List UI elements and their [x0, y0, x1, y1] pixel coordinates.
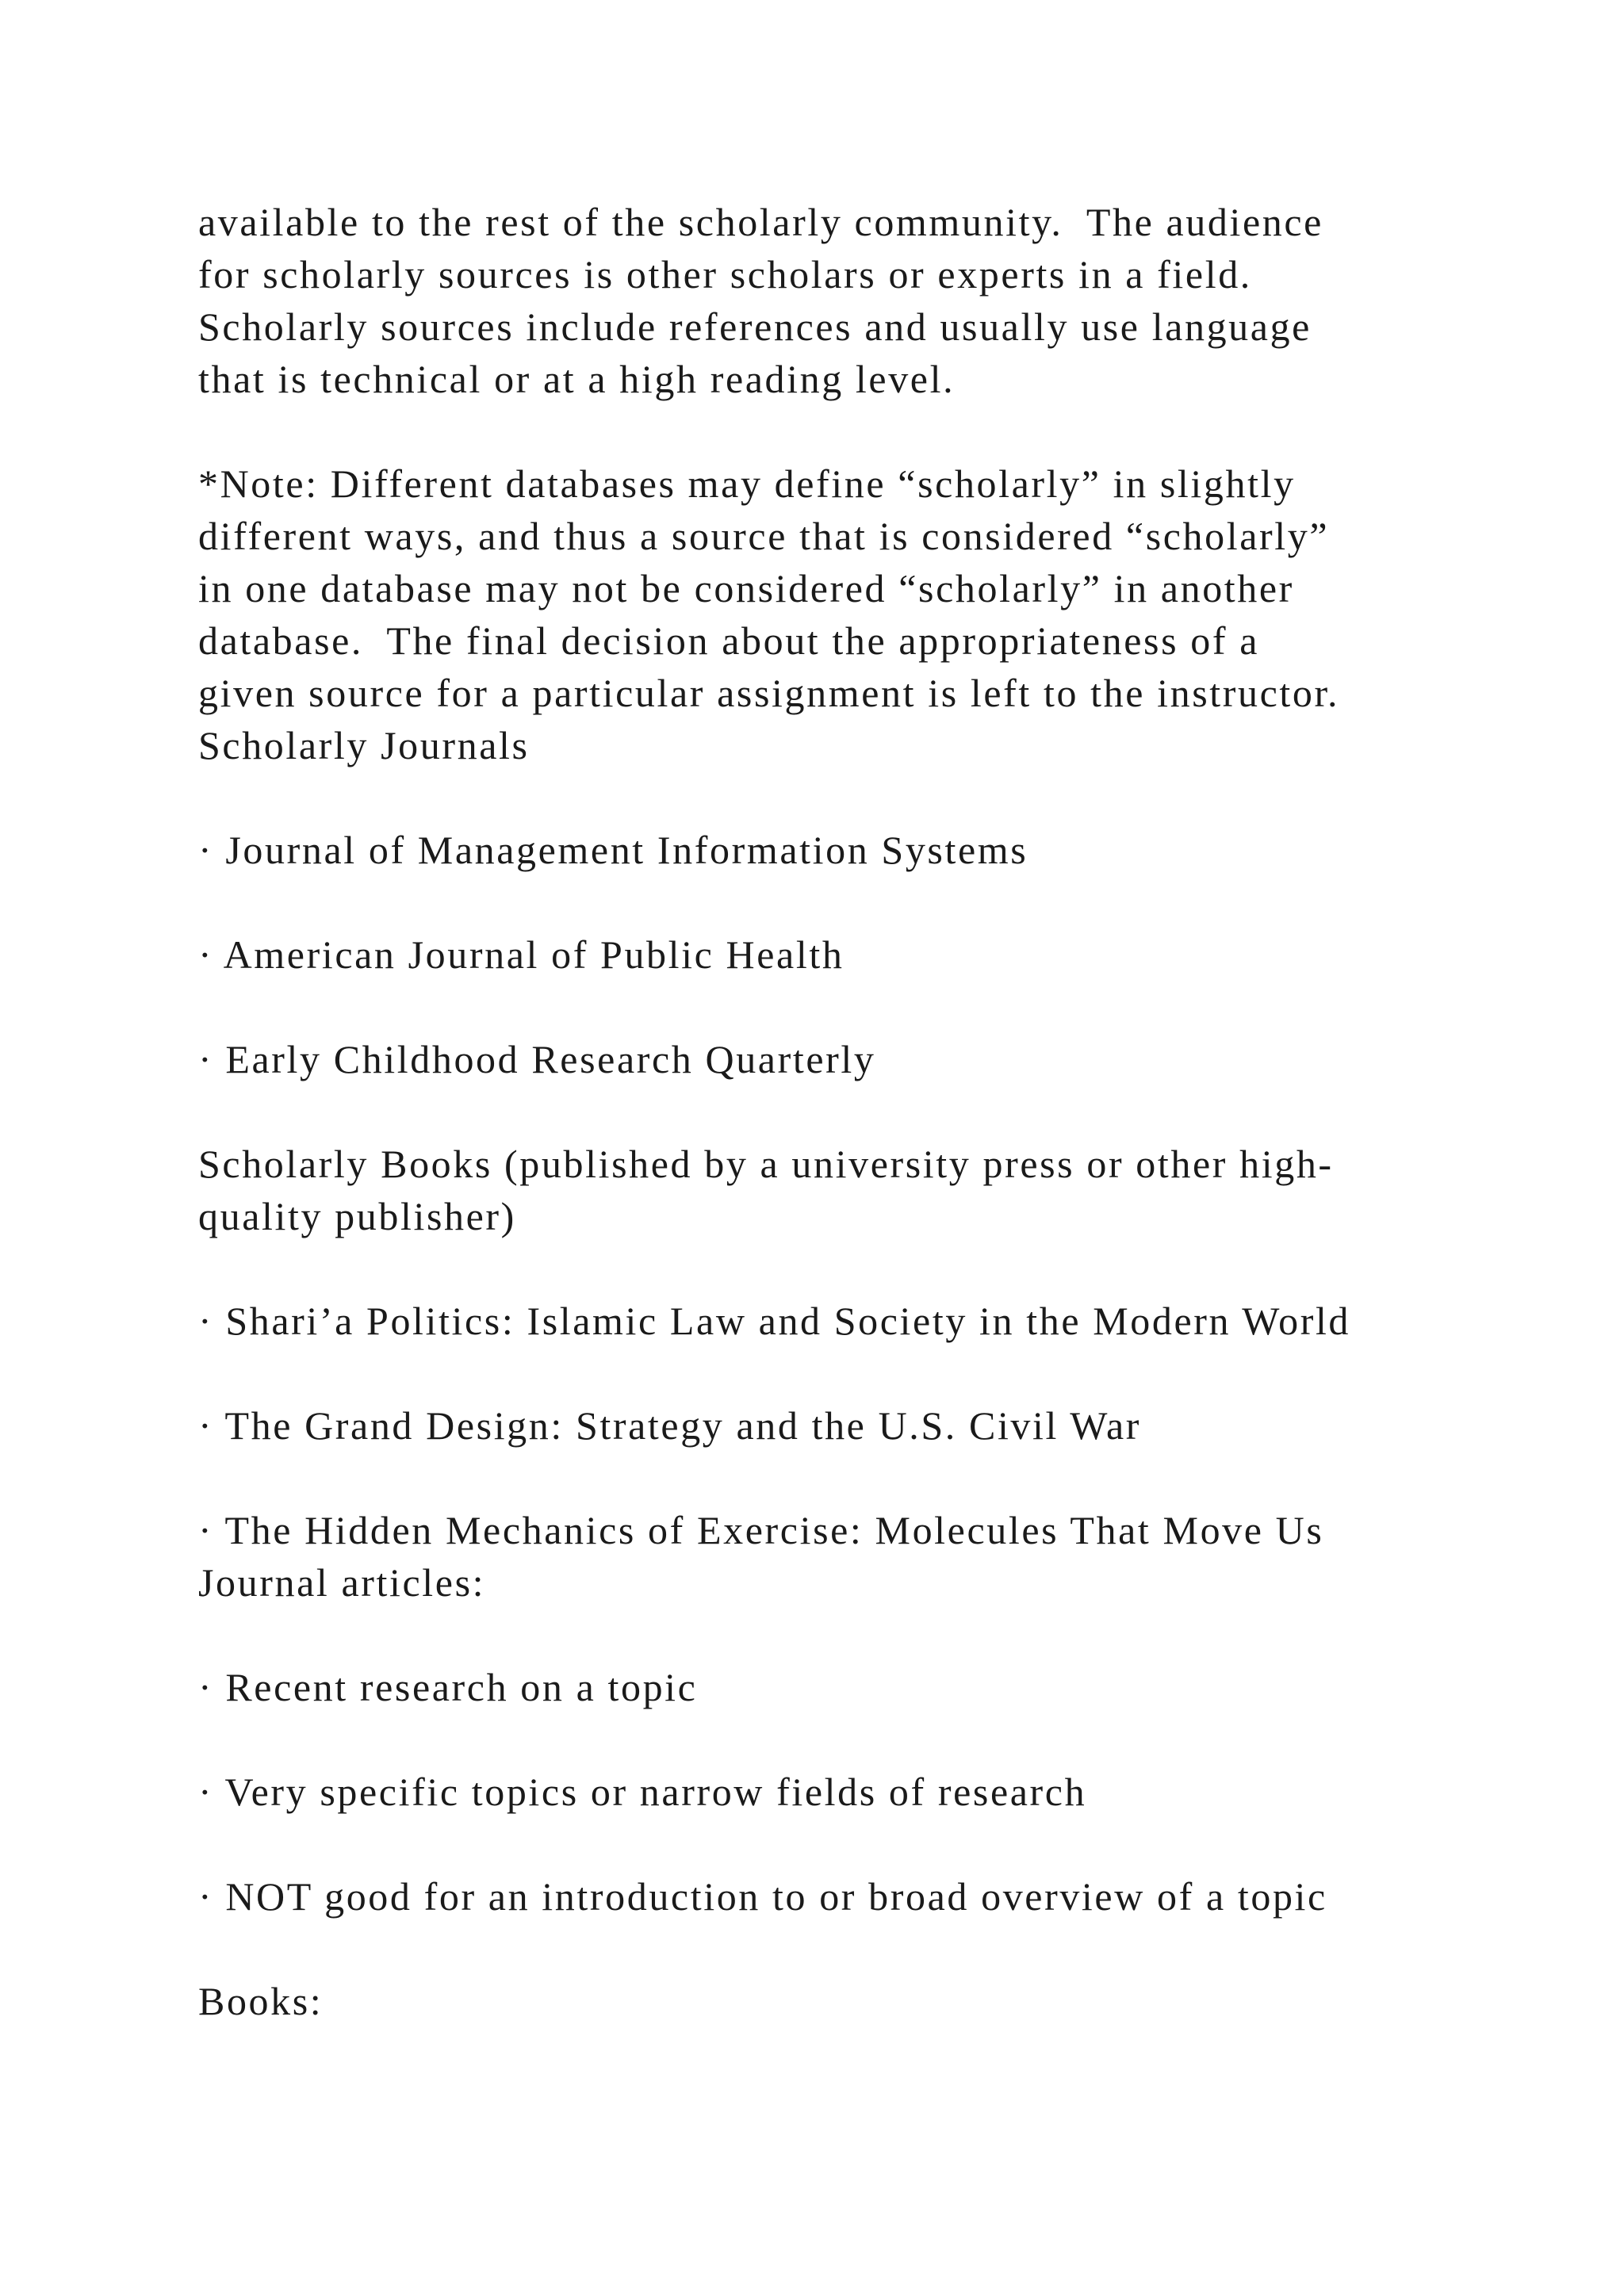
books-heading-line: Scholarly Books (published by a university press or other high- — [198, 1142, 1334, 1186]
article-item: · NOT good for an introduction to or broad overview of a topic — [198, 1874, 1327, 1919]
paragraph-gap — [198, 1923, 1499, 1975]
document-body — [198, 196, 1499, 2027]
book-item: · The Grand Design: Strategy and the U.S. Civil War — [198, 1403, 1142, 1448]
note-line: database. The final decision about the appropriateness of a — [198, 618, 1259, 663]
articles-heading: Journal articles: — [198, 1560, 486, 1605]
paragraph-gap — [198, 771, 1499, 824]
article-item: · Recent research on a topic — [198, 1665, 698, 1709]
book-item: · The Hidden Mechanics of Exercise: Molecules That Move Us — [198, 1508, 1324, 1552]
journals-heading: Scholarly Journals — [198, 723, 530, 767]
paragraph-gap — [198, 1818, 1499, 1870]
journal-item: · American Journal of Public Health — [198, 932, 845, 977]
journal-item: · Journal of Management Information Systems — [198, 828, 1028, 872]
paragraph-gap — [198, 1452, 1499, 1504]
note-line: given source for a particular assignment is left to the instructor. — [198, 671, 1340, 715]
intro-line: that is technical or at a high reading level. — [198, 357, 956, 401]
note-line: in one database may not be considered “scholarly” in another — [198, 566, 1294, 610]
journal-item: · Early Childhood Research Quarterly — [198, 1037, 876, 1081]
paragraph-gap — [198, 876, 1499, 928]
intro-line: available to the rest of the scholarly community. The audience — [198, 200, 1323, 244]
note-line: different ways, and thus a source that is considered “scholarly” — [198, 514, 1330, 558]
books-label: Books: — [198, 1979, 324, 2023]
article-item: · Very specific topics or narrow fields of research — [198, 1770, 1087, 1814]
intro-line: for scholarly sources is other scholars or experts in a field. — [198, 252, 1252, 297]
paragraph-gap — [198, 1242, 1499, 1295]
book-item: · Shari’a Politics: Islamic Law and Society in the Modern World — [198, 1299, 1351, 1343]
paragraph-gap — [198, 1085, 1499, 1138]
note-line: *Note: Different databases may define “scholarly” in slightly — [198, 461, 1296, 506]
paragraph-gap — [198, 981, 1499, 1033]
paragraph-gap — [198, 405, 1499, 457]
books-heading-line: quality publisher) — [198, 1194, 516, 1238]
paragraph-gap — [198, 1713, 1499, 1766]
intro-line: Scholarly sources include references and usually use language — [198, 304, 1312, 349]
paragraph-gap — [198, 1609, 1499, 1661]
paragraph-gap — [198, 1347, 1499, 1399]
